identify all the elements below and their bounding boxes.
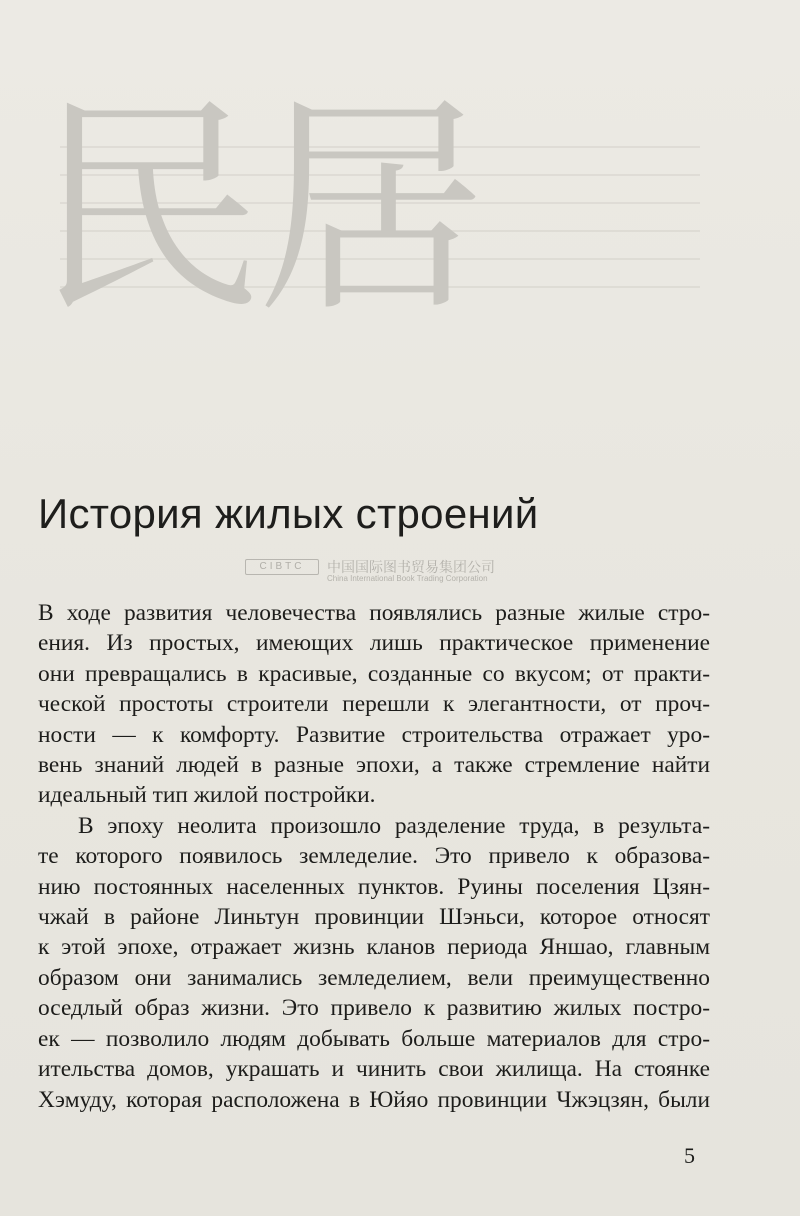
body-line: они превращались в красивые, созданные со вкусом; от практи- [38, 660, 710, 687]
publisher-watermark [245, 557, 565, 583]
watermark-name-cn: 中国国际图书贸易集团公司 [327, 560, 495, 576]
body-line: образом они занимались земледелием, вели преимущественно [38, 964, 710, 991]
body-line: оседлый образ жизни. Это привело к развитию жилых постро- [38, 995, 710, 1022]
body-text [38, 598, 710, 1115]
body-line: ительства домов, украшать и чинить свои жилища. На стоянке [38, 1056, 710, 1083]
watermark-badge: CIBTC [245, 559, 319, 575]
body-line: вень знаний людей в разные эпохи, а также стремление найти [38, 752, 710, 779]
body-line: Хэмуду, которая расположена в Юйяо провинции Чжэцзян, были [38, 1086, 710, 1113]
body-line: ческой простоты строители перешли к элегантности, от проч- [38, 691, 710, 718]
body-line: идеальный тип жилой постройки. [38, 782, 376, 809]
body-line: ности — к комфорту. Развитие строительства отражает уро- [38, 721, 710, 748]
chapter-heading: История жилых строений [38, 490, 539, 537]
body-line: В ходе развития человечества появлялись разные жилые стро- [38, 600, 710, 626]
body-line: ек — позволило людям добывать больше материалов для стро- [38, 1025, 710, 1052]
body-line: те которого появилось земледелие. Это привело к образова- [38, 843, 710, 870]
chapter-title-chinese: 民居 [34, 77, 479, 344]
page-number: 5 [684, 1143, 695, 1168]
watermark-name-en: China International Book Trading Corporation [327, 574, 488, 583]
body-line: В эпоху неолита произошло разделение труда, в результа- [78, 812, 710, 839]
body-line: чжай в районе Линьтун провинции Шэньси, которое относят [38, 904, 710, 931]
body-line: ения. Из простых, имеющих лишь практическое применение [38, 630, 710, 657]
body-line: нию постоянных населенных пунктов. Руины поселения Цзян- [38, 873, 710, 900]
body-line: к этой эпохе, отражает жизнь кланов периода Яншао, главным [38, 934, 710, 961]
